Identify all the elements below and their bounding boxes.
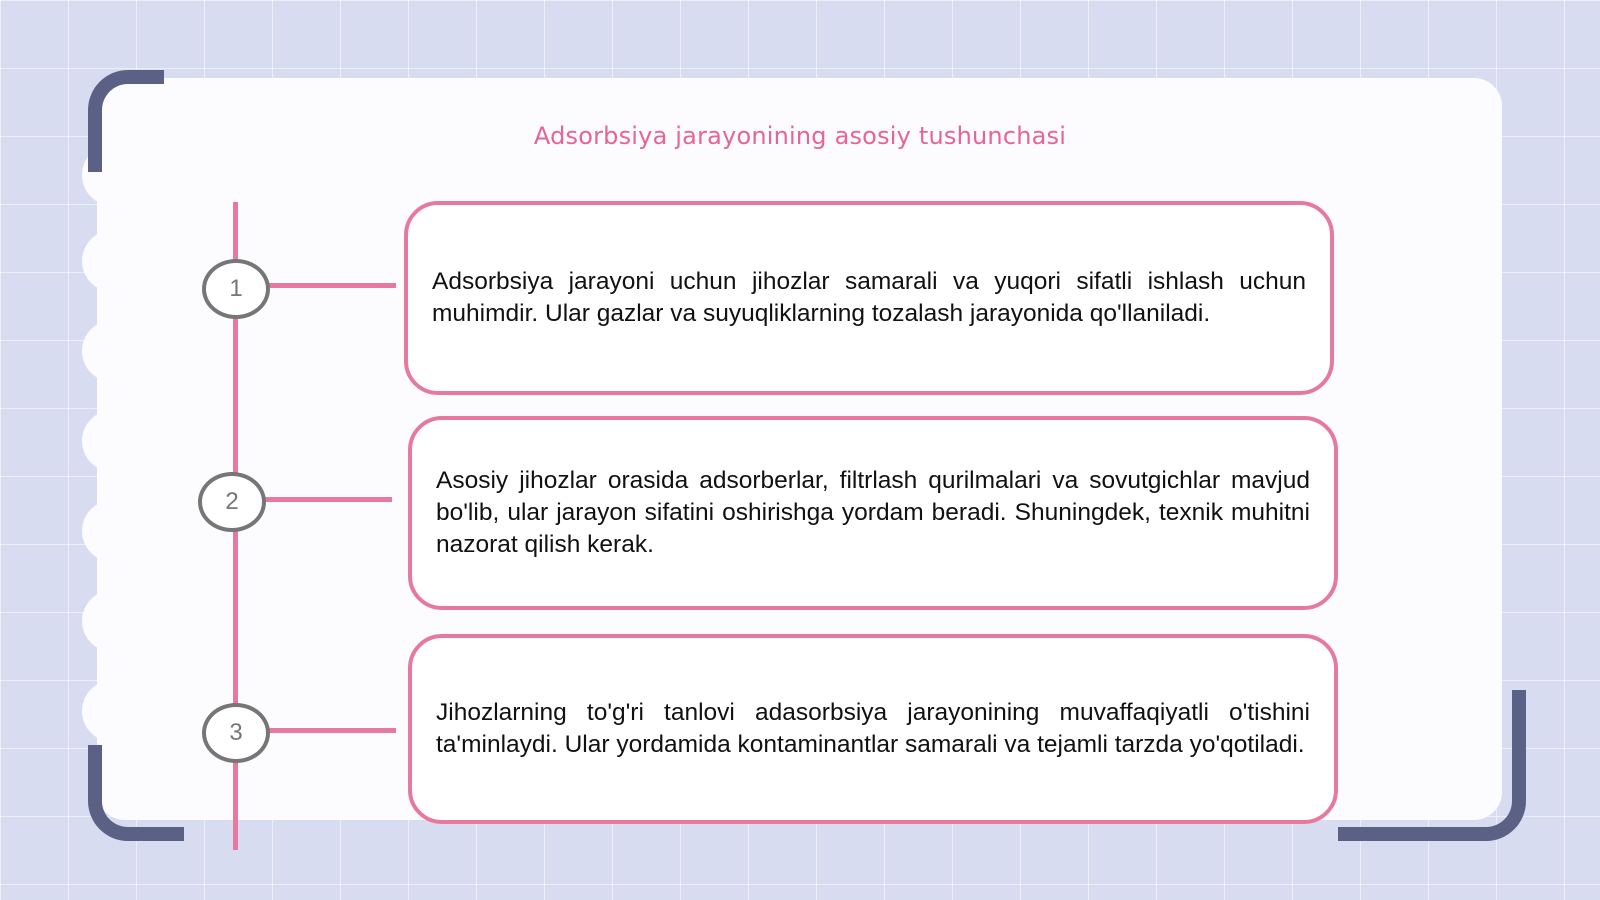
notebook-tab bbox=[82, 680, 128, 742]
step-number-circle: 2 bbox=[198, 472, 266, 532]
info-box-text: Jihozlarning to'g'ri tanlovi adasorbsiya jarayonining muvaffaqiyatli o'tishini ta'minlaydi. Ular yordamida kontaminantlar samarali va tejamli tarzda yo'qotiladi. bbox=[436, 699, 1310, 758]
corner-bracket-top-left bbox=[88, 70, 164, 172]
page-title: Adsorbsiya jarayonining asosiy tushunchasi bbox=[533, 122, 1067, 150]
info-box bbox=[408, 634, 1338, 824]
corner-bracket-bottom-right bbox=[1338, 690, 1526, 841]
timeline-connector bbox=[262, 497, 392, 502]
info-box bbox=[408, 416, 1338, 610]
notebook-tab bbox=[82, 500, 128, 562]
info-box-text: Asosiy jihozlar orasida adsorberlar, filtrlash qurilmalari va sovutgichlar mavjud bo'lib, ular jarayon sifatini oshirishga yordam beradi. Shuningdek, texnik muhitni nazorat qilish kerak. bbox=[436, 467, 1310, 558]
corner-bracket-bottom-left bbox=[88, 745, 184, 841]
notebook-tab bbox=[82, 320, 128, 382]
timeline-connector bbox=[266, 728, 396, 733]
timeline-connector bbox=[266, 283, 396, 288]
step-number-circle: 1 bbox=[202, 259, 270, 319]
notebook-tab bbox=[82, 230, 128, 292]
step-number-circle: 3 bbox=[202, 703, 270, 763]
info-box-text: Adsorbsiya jarayoni uchun jihozlar samarali va yuqori sifatli ishlash uchun muhimdir. Ular gazlar va suyuqliklarning tozalash jarayonida qo'llaniladi. bbox=[432, 268, 1306, 327]
notebook-tab bbox=[82, 410, 128, 472]
notebook-tab bbox=[82, 590, 128, 652]
info-box bbox=[404, 201, 1334, 395]
